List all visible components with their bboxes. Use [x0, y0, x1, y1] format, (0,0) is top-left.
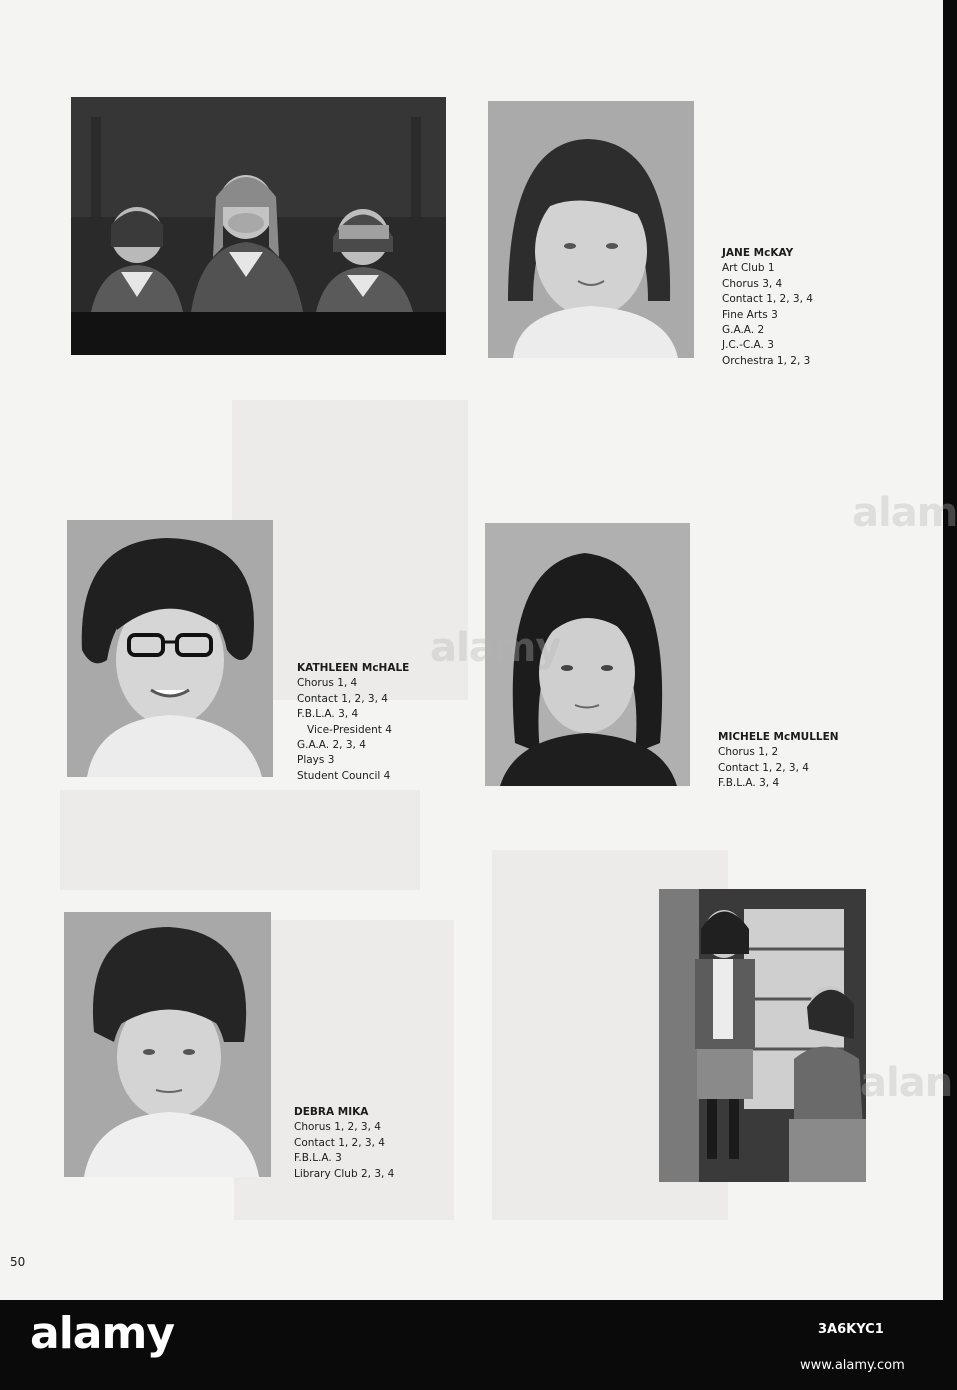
watermark: alam	[852, 490, 957, 536]
caption-debra-mika	[294, 1105, 394, 1182]
activity: Chorus 3, 4	[722, 277, 783, 290]
activity: Chorus 1, 2	[718, 746, 779, 759]
student-name: MICHELE McMULLEN	[718, 731, 839, 743]
student-name: JANE McKAY	[722, 247, 794, 259]
activity: Art Club 1	[722, 262, 775, 275]
portrait-debra-mika	[64, 912, 271, 1177]
activity: Contact 1, 2, 3, 4	[722, 293, 813, 306]
group-photo	[71, 97, 446, 355]
image-id: 3A6KYC1	[818, 1322, 884, 1337]
activity: Contact 1, 2, 3, 4	[297, 692, 388, 705]
activity: F.B.L.A. 3	[294, 1152, 342, 1165]
caption-michele-mcmullen	[718, 730, 839, 792]
activity: F.B.L.A. 3, 4	[297, 708, 359, 721]
activity: Fine Arts 3	[722, 308, 778, 321]
activity: Contact 1, 2, 3, 4	[294, 1136, 385, 1149]
activity: Orchestra 1, 2, 3	[722, 354, 811, 367]
caption-kathleen-mchale	[297, 661, 409, 784]
site-url: www.alamy.com	[800, 1358, 905, 1373]
activity: G.A.A. 2	[722, 324, 765, 337]
portrait-jane-mckay	[488, 101, 694, 358]
student-name: DEBRA MIKA	[294, 1106, 369, 1118]
activity: Chorus 1, 2, 3, 4	[294, 1121, 381, 1134]
activity: F.B.L.A. 3, 4	[718, 777, 780, 790]
activity: Contact 1, 2, 3, 4	[718, 761, 809, 774]
student-name: KATHLEEN McHALE	[297, 662, 410, 674]
activity: G.A.A. 2, 3, 4	[297, 739, 366, 752]
activity: Plays 3	[297, 754, 335, 767]
caption-jane-mckay	[722, 246, 813, 369]
bleed-through-mark	[60, 790, 420, 890]
activity: J.C.-C.A. 3	[722, 339, 774, 352]
watermark: alamy	[430, 625, 561, 671]
page-number: 50	[10, 1255, 26, 1269]
portrait-kathleen-mchale	[67, 520, 273, 777]
watermark: alan	[860, 1060, 953, 1106]
activity: Student Council 4	[297, 769, 391, 782]
activity: Chorus 1, 4	[297, 677, 358, 690]
candid-photo	[659, 889, 866, 1182]
activity: Vice-President 4	[297, 723, 392, 736]
activity: Library Club 2, 3, 4	[294, 1167, 395, 1180]
alamy-logo: alamy	[30, 1308, 174, 1359]
